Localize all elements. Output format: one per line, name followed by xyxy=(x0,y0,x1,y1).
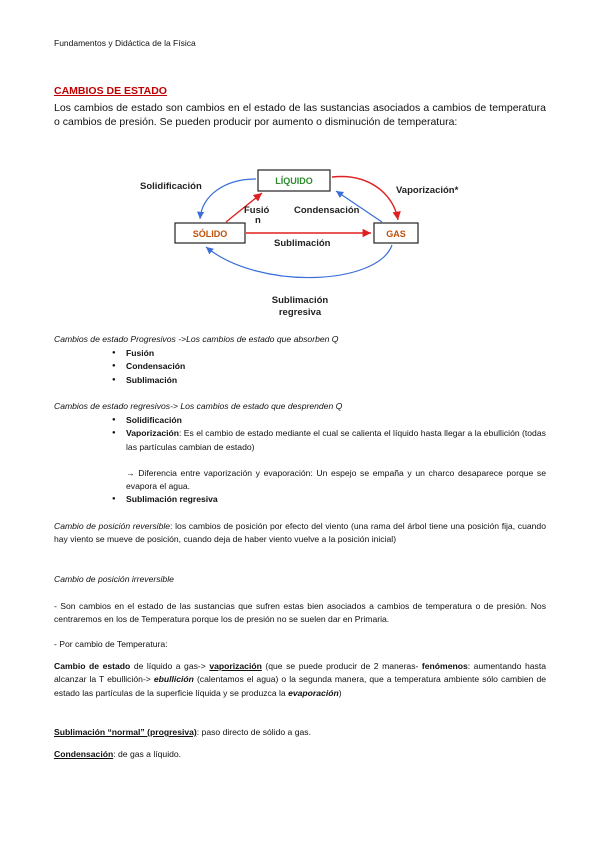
sublimacion-normal-text: : paso directo de sólido a gas. xyxy=(196,727,311,737)
vaporizacion-term: Vaporización xyxy=(126,428,180,439)
vaporizacion-label: Vaporización* xyxy=(396,185,459,196)
condensacion-label: Condensación xyxy=(294,205,360,216)
progresivos-heading: Cambios de estado Progresivos ->Los cambios de estado que absorben Q xyxy=(54,334,339,344)
evaporacion-term: evaporación xyxy=(288,687,339,698)
cambio-term: Cambio de estado xyxy=(54,661,131,671)
reversible-paragraph xyxy=(54,520,546,547)
condensacion-line xyxy=(54,748,546,761)
reversible-text: : los cambios de posición por efecto del viento (una rama del árbol tiene una posición fija, cuando hay viento se mueve de posición, cuando deja de haber viento vuelve a la posición inicial) xyxy=(54,521,546,545)
reversible-term: Cambio de posición reversible xyxy=(54,521,171,531)
vaporizacion-link: vaporización xyxy=(209,661,262,671)
gas-label: GAS xyxy=(386,229,406,239)
intro-paragraph: Los cambios de estado son cambios en el estado de las sustancias asociados a cambios de temperatura o cambios de presión. Se pueden producir por aumento o disminución de temperatura: xyxy=(54,102,546,128)
cambio-text-3: : aumentando hasta alcanzar la T ebullición-> xyxy=(54,661,546,685)
sublimacion-normal-term: Sublimación “normal” (progresiva) xyxy=(54,727,197,737)
regresivos-list xyxy=(112,414,546,454)
temperatura-line: - Por cambio de Temperatura: xyxy=(54,639,168,649)
cambio-text-1: de líquido a gas-> xyxy=(130,661,210,671)
list-item: ● Sublimación regresiva xyxy=(112,493,546,506)
vaporizacion-definition: : Es el cambio de estado mediante el cual se calienta el líquido hasta llegar a la ebullición (todas las partículas cambian de estado) xyxy=(126,428,546,452)
irreversible-heading: Cambio de posición irreversible xyxy=(54,574,174,584)
sublimacion-regresiva-arrow xyxy=(206,245,392,278)
list-item: ● Sublimación xyxy=(112,374,546,387)
solido-label: SÓLIDO xyxy=(192,229,228,239)
liquido-label: LÍQUIDO xyxy=(275,176,313,186)
ebullicion-term: ebullición xyxy=(153,674,194,685)
regresivos-heading: Cambios de estado regresivos-> Los cambios de estado que desprenden Q xyxy=(54,401,343,411)
list-item: ● Condensación xyxy=(112,360,546,373)
sublimacion-label: Sublimación xyxy=(274,238,331,249)
fenomenos-term: fenómenos xyxy=(421,661,468,671)
progresivos-list xyxy=(112,347,546,387)
condensacion-term: Condensación xyxy=(54,749,114,759)
sublimacion-regresiva-label-2: regresiva xyxy=(278,307,322,318)
sublimacion-normal-line xyxy=(54,726,546,739)
state-change-diagram xyxy=(130,165,459,325)
fusion-label-1: Fusió xyxy=(244,205,270,216)
condensacion-text: : de gas a líquido. xyxy=(113,749,182,759)
fusion-label-2: n xyxy=(255,215,261,226)
cambios-paragraph: - Son cambios en el estado de las sustancias que sufren estas bien asociados a cambios de temperatura o de presión. Nos centraremos en los de Temperatura porque los de presión no se suelen dar en Primaria. xyxy=(54,601,546,625)
sublimacion-regresiva-label-1: Sublimación xyxy=(271,295,329,306)
list-item: ● Solidificación xyxy=(112,414,546,427)
list-item: ● Fusión xyxy=(112,347,546,360)
section-title: CAMBIOS DE ESTADO xyxy=(54,85,167,97)
cambio-text-5: ) xyxy=(338,687,342,698)
page-header: Fundamentos y Didáctica de la Física xyxy=(54,38,196,48)
cambio-estado-paragraph xyxy=(54,660,546,700)
regresivos-list-cont xyxy=(112,493,546,506)
solidificacion-label: Solidificación xyxy=(140,181,202,192)
cambio-text-2: (que se puede producir de 2 maneras- xyxy=(261,661,422,671)
vaporizacion-note: → Diferencia entre vaporización y evaporación: Un espejo se empaña y un charco desaparece porque se evapora el agua. xyxy=(126,468,546,492)
cambio-text-4: (calentamos el agua) o la segunda manera, que a temperatura ambiente sólo cambien de estado las partículas de la superficie líquida y se produzca la xyxy=(54,674,546,698)
list-item xyxy=(112,427,546,454)
